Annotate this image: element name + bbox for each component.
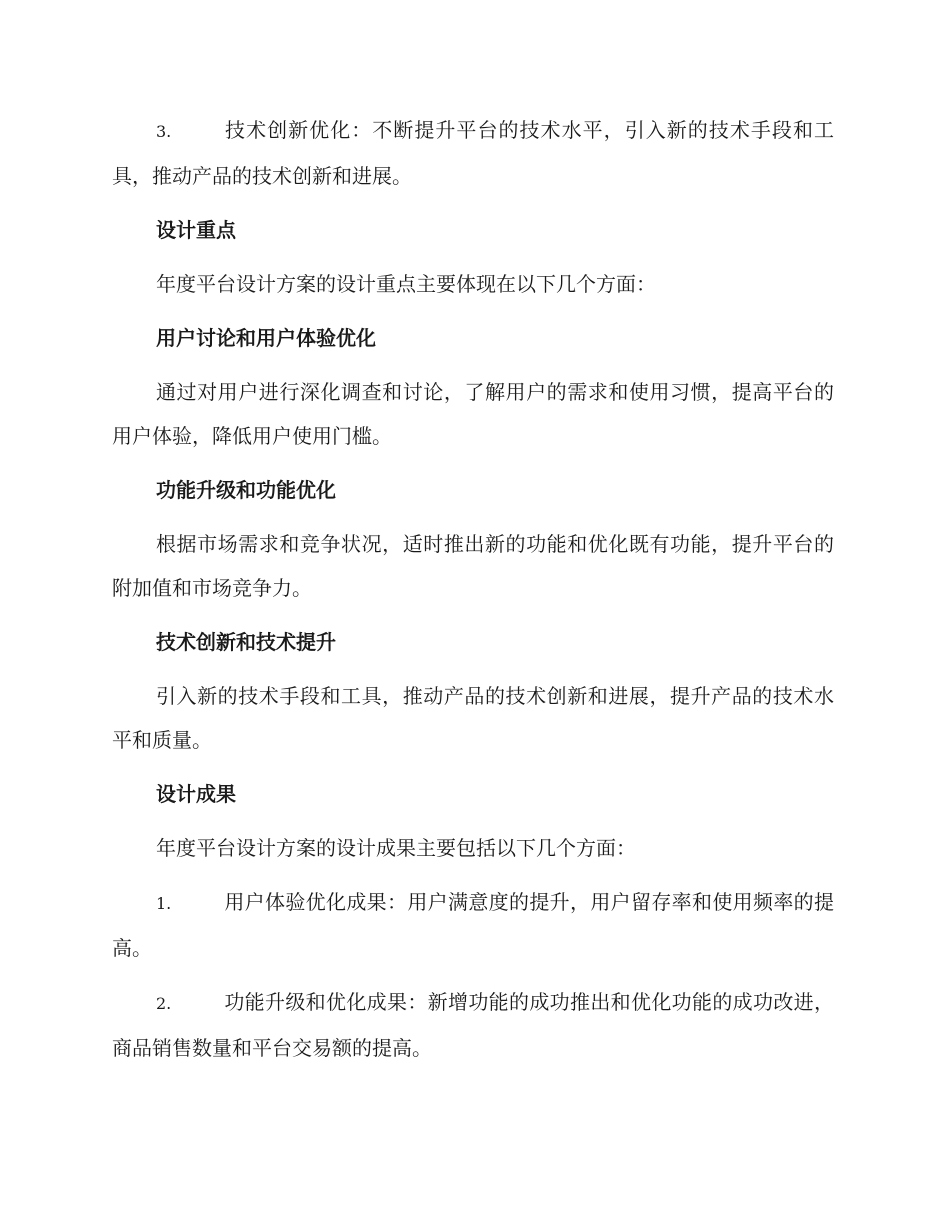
subheading-tech-innovation: 技术创新和技术提升 xyxy=(156,630,336,654)
list-item-ux-results xyxy=(112,880,834,970)
list-number: 2. xyxy=(156,994,172,1013)
list-text: 功能升级和优化成果：新增功能的成功推出和优化功能的成功改进，商品销售数量和平台交易额的提高。 xyxy=(112,990,834,1060)
section-heading-design-focus: 设计重点 xyxy=(156,218,236,242)
list-number: 1. xyxy=(156,894,172,913)
list-number: 3. xyxy=(156,122,172,141)
section-heading-design-results: 设计成果 xyxy=(156,782,236,806)
list-text: 用户体验优化成果：用户满意度的提升，用户留存率和使用频率的提高。 xyxy=(112,890,834,960)
paragraph: 通过对用户进行深化调查和讨论，了解用户的需求和使用习惯，提高平台的用户体验，降低用户使用门槛。 xyxy=(112,380,834,448)
list-item-feature-results xyxy=(112,980,834,1070)
paragraph: 根据市场需求和竞争状况，适时推出新的功能和优化既有功能，提升平台的附加值和市场竞争力。 xyxy=(112,532,834,600)
paragraph: 年度平台设计方案的设计成果主要包括以下几个方面： xyxy=(156,836,636,860)
document-page xyxy=(112,108,834,1080)
subheading-feature-upgrade: 功能升级和功能优化 xyxy=(156,478,336,502)
list-text: 技术创新优化：不断提升平台的技术水平，引入新的技术手段和工具，推动产品的技术创新和进展。 xyxy=(112,118,834,188)
subheading-user-experience: 用户讨论和用户体验优化 xyxy=(156,326,376,350)
paragraph: 年度平台设计方案的设计重点主要体现在以下几个方面： xyxy=(156,272,656,296)
list-item-tech-innovation xyxy=(112,108,834,198)
paragraph: 引入新的技术手段和工具，推动产品的技术创新和进展，提升产品的技术水平和质量。 xyxy=(112,684,834,752)
